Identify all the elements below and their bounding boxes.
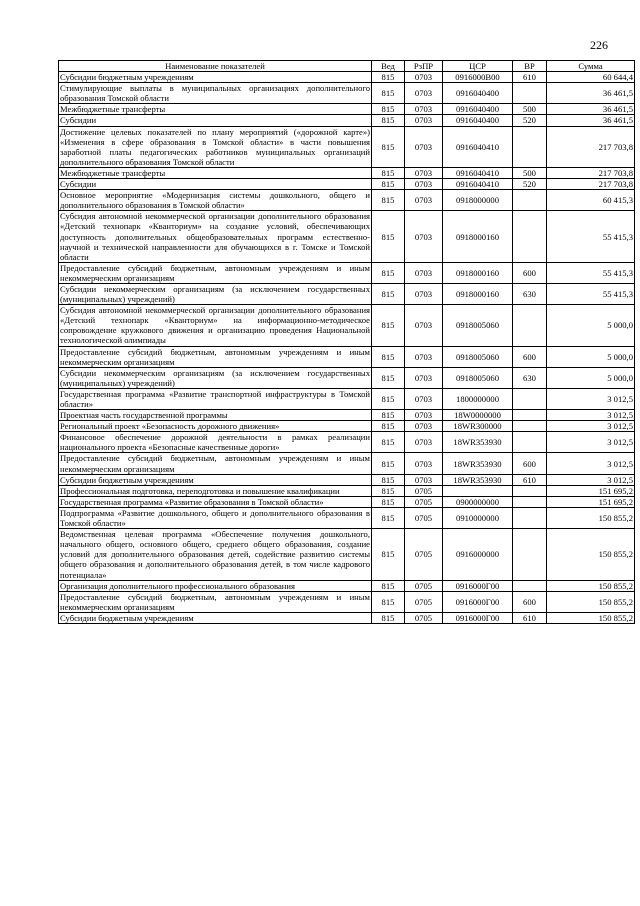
table-row (59, 496, 635, 507)
row-sum: 217 703,8 (547, 179, 635, 190)
row-name: Субсидии (59, 115, 372, 126)
row-ved: 815 (372, 496, 405, 507)
row-csr: 0916000Г00 (443, 580, 513, 591)
row-sum: 5 000,0 (547, 305, 635, 346)
row-name: Предоставление субсидий бюджетным, автономным учреждениям и иным некоммерческим организациям (60, 453, 370, 474)
row-rzpr: 0703 (405, 72, 443, 83)
row-vr: 600 (513, 591, 547, 612)
row-csr: 0916040410 (443, 179, 513, 190)
row-name: Межбюджетные трансферты (59, 104, 372, 115)
row-ved: 815 (372, 421, 405, 432)
row-vr: 520 (513, 179, 547, 190)
row-csr: 0916040400 (443, 83, 513, 104)
budget-table (58, 60, 635, 624)
row-name: Субсидии некоммерческим организациям (за исключением государственных (муниципальных) учреждений) (60, 283, 370, 305)
row-rzpr: 0703 (405, 190, 443, 211)
table-row (59, 262, 635, 283)
row-rzpr: 0705 (405, 496, 443, 507)
row-ved: 815 (372, 453, 405, 474)
row-rzpr: 0705 (405, 507, 443, 528)
row-csr: 0916040410 (443, 126, 513, 167)
row-name: Субсидии бюджетным учреждениям (59, 612, 372, 623)
table-row (59, 115, 635, 126)
row-vr (513, 580, 547, 591)
column-header-csr: ЦСР (443, 61, 513, 72)
table-row (59, 529, 635, 580)
row-name: Субсидии бюджетным учреждениям (59, 474, 372, 485)
row-name: Субсидия автономной некоммерческой организации дополнительного образования «Детский технопарк «Кванториум» на информационно-методическое сопровождение кружкового движения и организацию проведения Национальной технологической олимпиады (60, 305, 370, 346)
row-ved: 815 (372, 104, 405, 115)
row-rzpr: 0705 (405, 580, 443, 591)
row-name: Стимулирующие выплаты в муниципальных организациях дополнительного образования Томской области (60, 83, 370, 104)
row-name: Профессиональная подготовка, переподготовка и повышение квалификации (59, 485, 372, 496)
row-rzpr: 0703 (405, 305, 443, 346)
table-row (59, 72, 635, 83)
row-vr (513, 410, 547, 421)
row-csr (443, 485, 513, 496)
row-csr: 0918000160 (443, 283, 513, 304)
row-sum: 217 703,8 (547, 126, 635, 167)
row-csr: 0918000160 (443, 262, 513, 283)
row-sum: 3 012,5 (547, 432, 635, 453)
row-ved: 815 (372, 115, 405, 126)
row-rzpr: 0705 (405, 591, 443, 612)
row-name: Региональный проект «Безопасность дорожного движения» (59, 421, 372, 432)
row-name: Основное мероприятие «Модернизация системы дошкольного, общего и дополнительного образования в Томской области» (60, 190, 370, 211)
row-name: Предоставление субсидий бюджетным, автономным учреждениям и иным некоммерческим организациям (60, 591, 370, 612)
table-row (59, 612, 635, 623)
table-row (59, 485, 635, 496)
table-row (59, 591, 635, 612)
row-rzpr: 0703 (405, 211, 443, 262)
row-name: Субсидии (59, 179, 372, 190)
row-name: Предоставление субсидий бюджетным, автономным учреждениям и иным некоммерческим организациям (60, 346, 370, 367)
row-ved: 815 (372, 283, 405, 304)
row-rzpr: 0703 (405, 367, 443, 388)
row-rzpr: 0703 (405, 388, 443, 409)
row-vr (513, 421, 547, 432)
row-name: Проектная часть государственной программы (59, 410, 372, 421)
row-ved: 815 (372, 262, 405, 283)
table-row (59, 367, 635, 388)
row-sum: 150 855,2 (547, 591, 635, 612)
row-rzpr: 0703 (405, 167, 443, 178)
row-csr: 18WR353930 (443, 474, 513, 485)
row-ved: 815 (372, 346, 405, 367)
row-sum: 151 695,2 (547, 496, 635, 507)
row-sum: 150 855,2 (547, 612, 635, 623)
row-ved: 815 (372, 367, 405, 388)
table-row (59, 474, 635, 485)
page-number: 226 (590, 38, 608, 52)
row-csr: 0918000160 (443, 211, 513, 262)
row-csr: 0918005060 (443, 305, 513, 346)
table-row (59, 104, 635, 115)
row-ved: 815 (372, 529, 405, 580)
row-rzpr: 0703 (405, 262, 443, 283)
row-csr: 0916000Г00 (443, 612, 513, 623)
row-sum: 55 415,3 (547, 283, 635, 304)
row-csr: 0918005060 (443, 367, 513, 388)
row-ved: 815 (372, 507, 405, 528)
row-name: Ведомственная целевая программа «Обеспечение получения дошкольного, начального общего, основного общего, среднего общего образования, создание условий для дополнительного образования детей, содействие развитию системы общего образования и дополнительного образования детей, в том числе кадрового потенциала» (60, 529, 370, 580)
row-name: Организация дополнительного профессионального образования (59, 580, 372, 591)
row-vr (513, 190, 547, 211)
row-vr (513, 485, 547, 496)
row-sum: 36 461,5 (547, 83, 635, 104)
row-name: Достижение целевых показателей по плану мероприятий («дорожной карте») «Изменения в сфере образования в Томской области» в части повышения заработной платы педагогических работников муниципальных организаций дополнительного образования Томской области (60, 126, 370, 167)
row-csr: 0916040400 (443, 104, 513, 115)
row-rzpr: 0703 (405, 474, 443, 485)
row-vr: 500 (513, 104, 547, 115)
row-rzpr: 0703 (405, 346, 443, 367)
column-header-vr: ВР (513, 61, 547, 72)
row-rzpr: 0703 (405, 83, 443, 104)
row-sum: 36 461,5 (547, 115, 635, 126)
row-vr: 600 (513, 346, 547, 367)
row-vr: 600 (513, 453, 547, 474)
table-row (59, 453, 635, 474)
row-ved: 815 (372, 305, 405, 346)
table-row (59, 346, 635, 367)
row-ved: 815 (372, 190, 405, 211)
column-header-name: Наименование показателей (59, 61, 372, 72)
row-csr: 18W0000000 (443, 410, 513, 421)
column-header-rzpr: РзПР (405, 61, 443, 72)
column-header-sum: Сумма (547, 61, 635, 72)
row-vr (513, 388, 547, 409)
row-csr: 18WR353930 (443, 453, 513, 474)
row-rzpr: 0705 (405, 529, 443, 580)
row-ved: 815 (372, 485, 405, 496)
row-sum: 217 703,8 (547, 167, 635, 178)
row-vr: 500 (513, 167, 547, 178)
row-sum: 5 000,0 (547, 346, 635, 367)
row-sum: 3 012,5 (547, 474, 635, 485)
row-csr: 1800000000 (443, 388, 513, 409)
table-header-row (59, 61, 635, 72)
row-sum: 5 000,0 (547, 367, 635, 388)
row-csr: 0918000000 (443, 190, 513, 211)
row-vr (513, 305, 547, 346)
row-vr (513, 496, 547, 507)
table-row (59, 283, 635, 304)
row-vr: 610 (513, 612, 547, 623)
row-ved: 815 (372, 72, 405, 83)
table-row (59, 580, 635, 591)
row-csr: 0910000000 (443, 507, 513, 528)
row-rzpr: 0703 (405, 126, 443, 167)
row-rzpr: 0703 (405, 104, 443, 115)
row-csr: 0918005060 (443, 346, 513, 367)
row-sum: 3 012,5 (547, 388, 635, 409)
table-row (59, 179, 635, 190)
table-row (59, 388, 635, 409)
row-name: Финансовое обеспечение дорожной деятельности в рамках реализации национального проекта «Безопасные качественные дороги» (60, 432, 370, 453)
row-sum: 150 855,2 (547, 580, 635, 591)
row-vr (513, 432, 547, 453)
row-vr (513, 211, 547, 262)
row-ved: 815 (372, 591, 405, 612)
table-row (59, 190, 635, 211)
row-sum: 3 012,5 (547, 421, 635, 432)
row-ved: 815 (372, 388, 405, 409)
row-sum: 55 415,3 (547, 211, 635, 262)
row-ved: 815 (372, 167, 405, 178)
table-row (59, 421, 635, 432)
row-vr (513, 529, 547, 580)
row-name: Подпрограмма «Развитие дошкольного, общего и дополнительного образования в Томской области» (60, 507, 370, 529)
row-sum: 150 855,2 (547, 507, 635, 528)
row-vr: 630 (513, 283, 547, 304)
row-sum: 151 695,2 (547, 485, 635, 496)
row-csr: 0916000000 (443, 529, 513, 580)
row-vr: 610 (513, 72, 547, 83)
row-name: Предоставление субсидий бюджетным, автономным учреждениям и иным некоммерческим организациям (60, 262, 370, 283)
row-csr: 0916000Г00 (443, 591, 513, 612)
row-ved: 815 (372, 580, 405, 591)
row-rzpr: 0705 (405, 612, 443, 623)
row-rzpr: 0703 (405, 421, 443, 432)
row-ved: 815 (372, 612, 405, 623)
row-rzpr: 0703 (405, 179, 443, 190)
row-rzpr: 0703 (405, 453, 443, 474)
table-row (59, 410, 635, 421)
row-csr: 0916040410 (443, 167, 513, 178)
row-ved: 815 (372, 211, 405, 262)
column-header-ved: Вед (372, 61, 405, 72)
row-sum: 3 012,5 (547, 453, 635, 474)
row-name: Государственная программа «Развитие образования в Томской области» (59, 496, 372, 507)
row-ved: 815 (372, 83, 405, 104)
row-rzpr: 0703 (405, 115, 443, 126)
row-ved: 815 (372, 179, 405, 190)
row-vr: 630 (513, 367, 547, 388)
row-sum: 60 415,3 (547, 190, 635, 211)
row-sum: 60 644,4 (547, 72, 635, 83)
row-name: Субсидия автономной некоммерческой организации дополнительного образования «Детский технопарк «Кванториум» на создание условий, обеспечивающих доступность дополнительных общеобразовательных программ естественно-научной и технической направленности для обучающихся в г. Томске и Томской области (60, 211, 370, 262)
row-name: Субсидии бюджетным учреждениям (59, 72, 372, 83)
row-vr (513, 126, 547, 167)
row-name: Субсидии некоммерческим организациям (за исключением государственных (муниципальных) учреждений) (60, 367, 370, 388)
row-name: Государственная программа «Развитие транспортной инфраструктуры в Томской области» (60, 388, 370, 409)
row-csr: 0916040400 (443, 115, 513, 126)
table-row (59, 167, 635, 178)
row-csr: 0900000000 (443, 496, 513, 507)
row-ved: 815 (372, 474, 405, 485)
row-csr: 18WR353930 (443, 432, 513, 453)
table-row (59, 126, 635, 167)
row-rzpr: 0703 (405, 432, 443, 453)
row-sum: 36 461,5 (547, 104, 635, 115)
table-row (59, 211, 635, 262)
row-name: Межбюджетные трансферты (59, 167, 372, 178)
row-ved: 815 (372, 410, 405, 421)
row-rzpr: 0703 (405, 283, 443, 304)
row-rzpr: 0705 (405, 485, 443, 496)
row-rzpr: 0703 (405, 410, 443, 421)
row-ved: 815 (372, 126, 405, 167)
table-row (59, 83, 635, 104)
row-vr: 610 (513, 474, 547, 485)
row-vr (513, 83, 547, 104)
row-sum: 55 415,3 (547, 262, 635, 283)
row-sum: 3 012,5 (547, 410, 635, 421)
table-row (59, 432, 635, 453)
row-vr (513, 507, 547, 528)
row-vr: 600 (513, 262, 547, 283)
table-row (59, 305, 635, 346)
row-vr: 520 (513, 115, 547, 126)
row-csr: 0916000В00 (443, 72, 513, 83)
row-ved: 815 (372, 432, 405, 453)
row-csr: 18WR300000 (443, 421, 513, 432)
table-row (59, 507, 635, 528)
row-sum: 150 855,2 (547, 529, 635, 580)
